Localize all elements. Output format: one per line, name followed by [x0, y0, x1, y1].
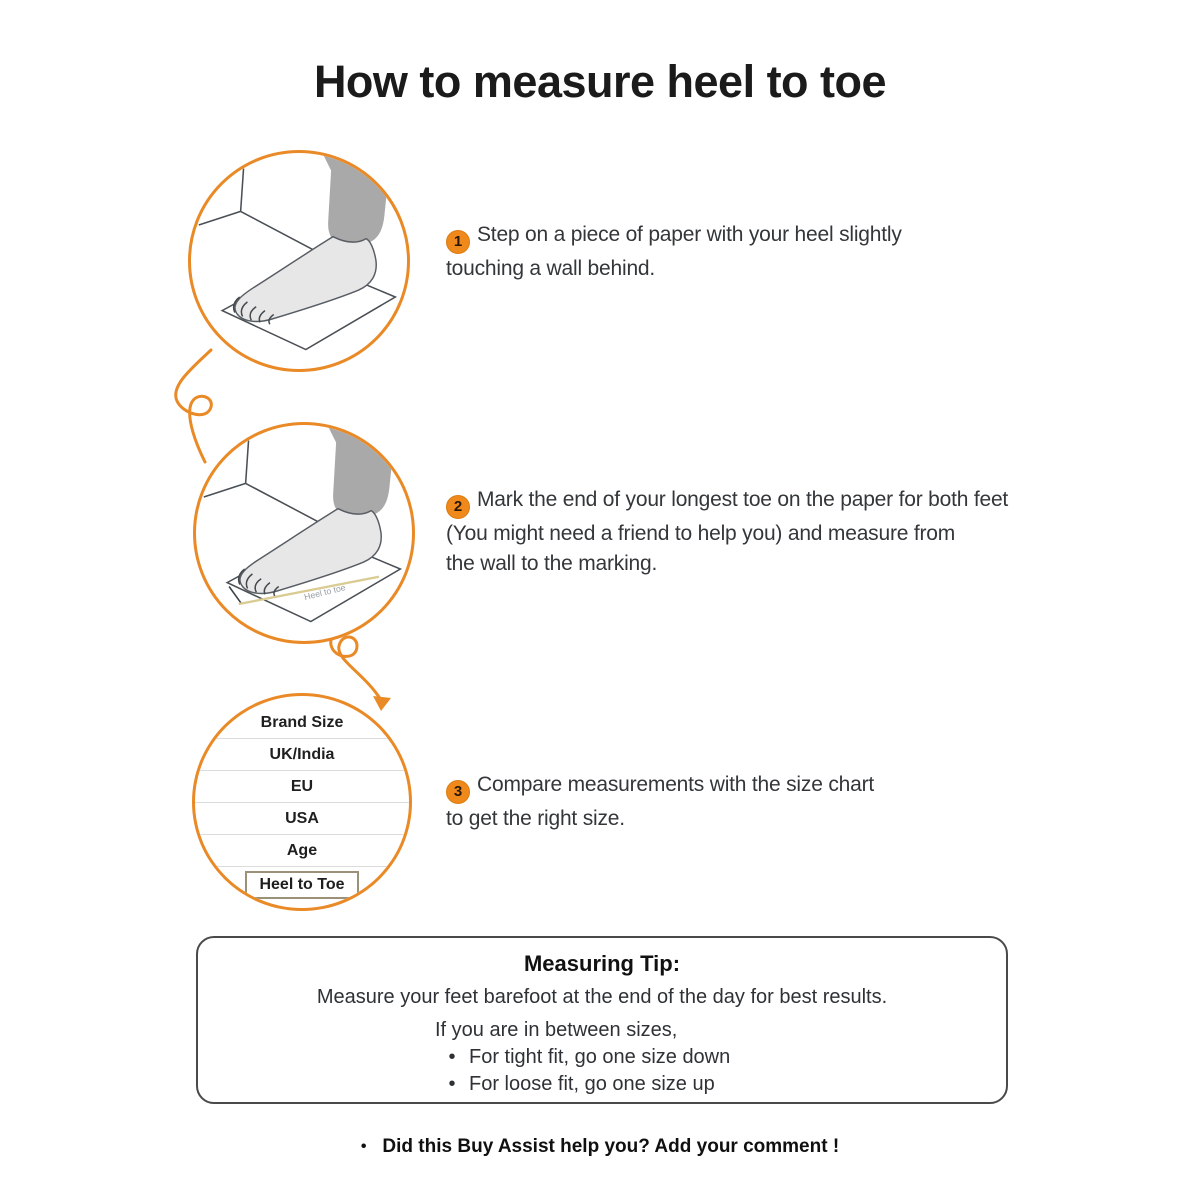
tip-bullet-item	[435, 1071, 769, 1098]
tip-line2: If you are in between sizes,	[435, 1019, 678, 1041]
size-chart-row: USA	[195, 803, 409, 835]
size-chart-row-highlighted	[195, 867, 409, 903]
heel-to-toe-highlight-box: Heel to Toe	[245, 871, 358, 899]
size-chart-circle	[192, 693, 412, 911]
size-chart-row: EU	[195, 771, 409, 803]
bullet-icon: •	[448, 1073, 456, 1095]
step2-line1: Mark the end of your longest toe on the paper for both feet	[477, 488, 1009, 511]
step3-line1: Compare measurements with the size chart	[477, 773, 874, 796]
tip-bullet-text: For tight fit, go one size down	[469, 1046, 731, 1068]
tip-line1: Measure your feet barefoot at the end of the day for best results.	[316, 986, 888, 1008]
foot-on-paper-illustration	[191, 153, 407, 369]
step1-illustration-circle	[188, 150, 410, 372]
step1-line1: Step on a piece of paper with your heel slightly	[477, 223, 902, 246]
step2-text-block	[446, 485, 1008, 579]
arrowhead-icon	[373, 696, 391, 711]
step2-line3: the wall to the marking.	[446, 552, 658, 575]
footer-text: Did this Buy Assist help you? Add your comment !	[382, 1136, 840, 1157]
tip-sub-block	[435, 1017, 769, 1098]
bullet-icon: •	[360, 1138, 367, 1155]
footer-note	[0, 1136, 1200, 1158]
paper-label: Heel to toe	[303, 582, 347, 603]
step1-line2: touching a wall behind.	[446, 257, 656, 280]
step2-illustration-circle	[193, 422, 415, 644]
tip-bullet-text: For loose fit, go one size up	[469, 1073, 715, 1095]
squiggle-connector-1	[176, 350, 212, 462]
size-chart-row: UK/India	[195, 739, 409, 771]
step2-line2: (You might need a friend to help you) and measure from	[446, 522, 956, 545]
step-3-badge: 3	[446, 780, 470, 804]
size-chart-rows	[195, 696, 409, 903]
step-1-badge: 1	[446, 230, 470, 254]
size-chart-row: Age	[195, 835, 409, 867]
page-title: How to measure heel to toe	[313, 56, 887, 107]
tip-bullet-item	[435, 1044, 769, 1071]
step3-text-block	[446, 770, 874, 834]
size-chart-row: Brand Size	[195, 707, 409, 739]
foot-marking-illustration	[196, 425, 412, 641]
foot-wall-paper-drawing	[199, 153, 396, 350]
measuring-tip-box	[196, 936, 1008, 1104]
step-2-badge: 2	[446, 495, 470, 519]
bullet-icon: •	[448, 1046, 456, 1068]
step1-text-block	[446, 220, 902, 284]
step3-line2: to get the right size.	[446, 807, 625, 830]
tip-title: Measuring Tip:	[523, 951, 681, 976]
